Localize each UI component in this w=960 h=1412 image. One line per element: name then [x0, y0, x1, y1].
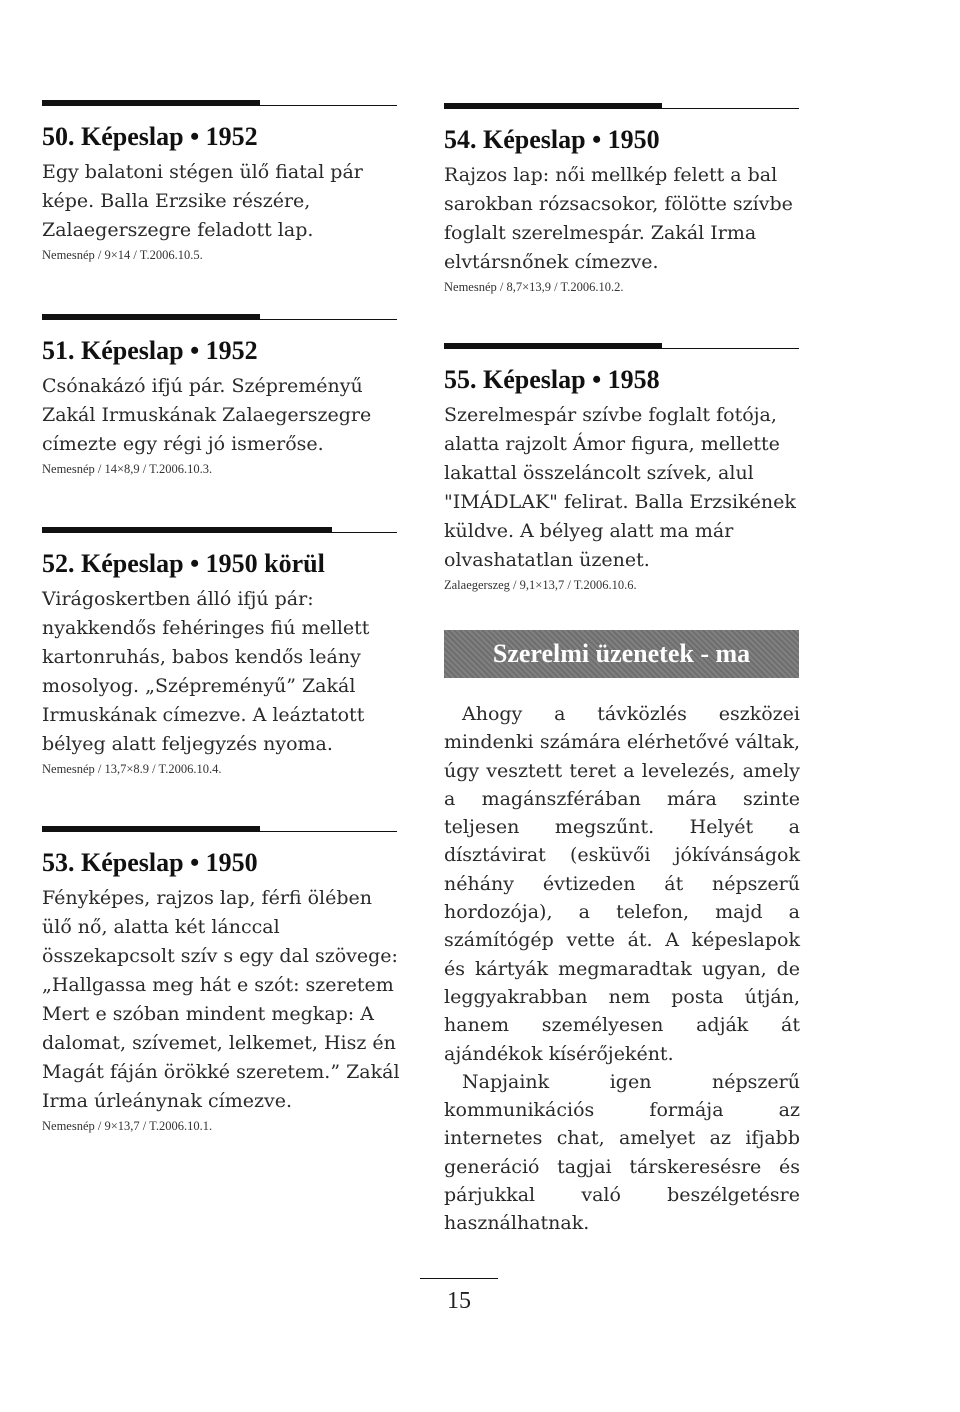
- entry-meta: Nemesnép / 9×14 / T.2006.10.5.: [42, 248, 203, 262]
- catalog-entry-54: [444, 103, 804, 296]
- catalog-entry-52: [42, 527, 402, 778]
- entry-title: 54. Képeslap • 1950: [444, 125, 660, 154]
- entry-description: Rajzos lap: női mellkép felett a bal sarokban rózsacsokor, fölötte szívbe foglalt szerelmespár. Zakál Irma elvtársnőnek címezve.: [444, 164, 793, 273]
- catalog-entry-51: [42, 314, 402, 478]
- entry-title: 52. Képeslap • 1950 körül: [42, 549, 325, 578]
- entry-title: 50. Képeslap • 1952: [42, 122, 258, 151]
- entry-meta: Nemesnép / 8,7×13,9 / T.2006.10.2.: [444, 280, 624, 294]
- entry-description: Csónakázó ifjú pár. Szépreményű Zakál Irmuskának Zalaegerszegre címezte egy régi jó ismerőse.: [42, 375, 372, 455]
- prose-paragraph: Napjaink igen népszerű kommunikációs formája az internetes chat, amelyet az ifjabb generáció tagjai társkeresésre és párjukkal való beszélgetésre használhatnak.: [444, 1070, 800, 1235]
- catalog-entry-55: [444, 343, 804, 594]
- entry-description: Fényképes, rajzos lap, férfi ölében ülő nő, alatta két lánccal összekapcsolt szív s egy dal szövege: „Hallgassa meg hát e szót: szeretem Mert e szóban mindent megkap: A dalomat, szívemet, lelkemet, Hisz én Magát fáján örökké szeretem.” Zakál Irma úrleánynak címezve.: [42, 887, 400, 1112]
- section-heading: Szerelmi üzenetek - ma: [492, 639, 751, 668]
- entry-title: 53. Képeslap • 1950: [42, 848, 258, 877]
- entry-meta: Nemesnép / 14×8,9 / T.2006.10.3.: [42, 462, 213, 476]
- page-number: 15: [447, 1288, 471, 1314]
- entry-rule: [42, 527, 397, 537]
- catalog-entry-53: [42, 826, 402, 1135]
- entry-rule: [42, 314, 397, 324]
- entry-rule: [42, 826, 397, 836]
- page-number-rule: [420, 1278, 498, 1279]
- body-prose: [444, 700, 800, 1238]
- section-heading-band: [444, 630, 799, 678]
- entry-description: Szerelmespár szívbe foglalt fotója, alatta rajzolt Ámor figura, mellette lakattal összeláncolt szívek, alul "IMÁDLAK" felirat. Balla Erzsikének küldve. A bélyeg alatt ma már olvashatatlan üzenet.: [444, 404, 796, 571]
- entry-title: 55. Képeslap • 1958: [444, 365, 660, 394]
- entry-rule: [444, 103, 799, 113]
- entry-meta: Nemesnép / 13,7×8.9 / T.2006.10.4.: [42, 762, 222, 776]
- entry-description: Egy balatoni stégen ülő fiatal pár képe. Balla Erzsike részére, Zalaegerszegre feladott lap.: [42, 161, 363, 241]
- entry-meta: Nemesnép / 9×13,7 / T.2006.10.1.: [42, 1119, 213, 1133]
- entry-rule: [42, 100, 397, 110]
- entry-title: 51. Képeslap • 1952: [42, 336, 258, 365]
- prose-paragraph: Ahogy a távközlés eszközei mindenki számára elérhetővé váltak, úgy vesztett teret a levelezés, amely a magánszférában mára szinte teljesen megszűnt. Helyét a dísztávirat (esküvői jókívánságok néhány évtizeden át népszerű hordozója), a telefon, majd a számítógép vette át. A képeslapok és kártyák megmaradtak ugyan, de leggyakrabban nem posta útján, hanem személyesen adják át ajándékok kísérőjeként.: [444, 703, 800, 1065]
- entry-meta: Zalaegerszeg / 9,1×13,7 / T.2006.10.6.: [444, 578, 637, 592]
- entry-rule: [444, 343, 799, 353]
- entry-description: Virágoskertben álló ifjú pár: nyakkendős fehéringes fiú mellett kartonruhás, babos kendős leány mosolyog. „Szépreményű” Zakál Irmuskának címezve. A leáztatott bélyeg alatt feljegyzés nyoma.: [42, 588, 370, 755]
- catalog-entry-50: [42, 100, 402, 264]
